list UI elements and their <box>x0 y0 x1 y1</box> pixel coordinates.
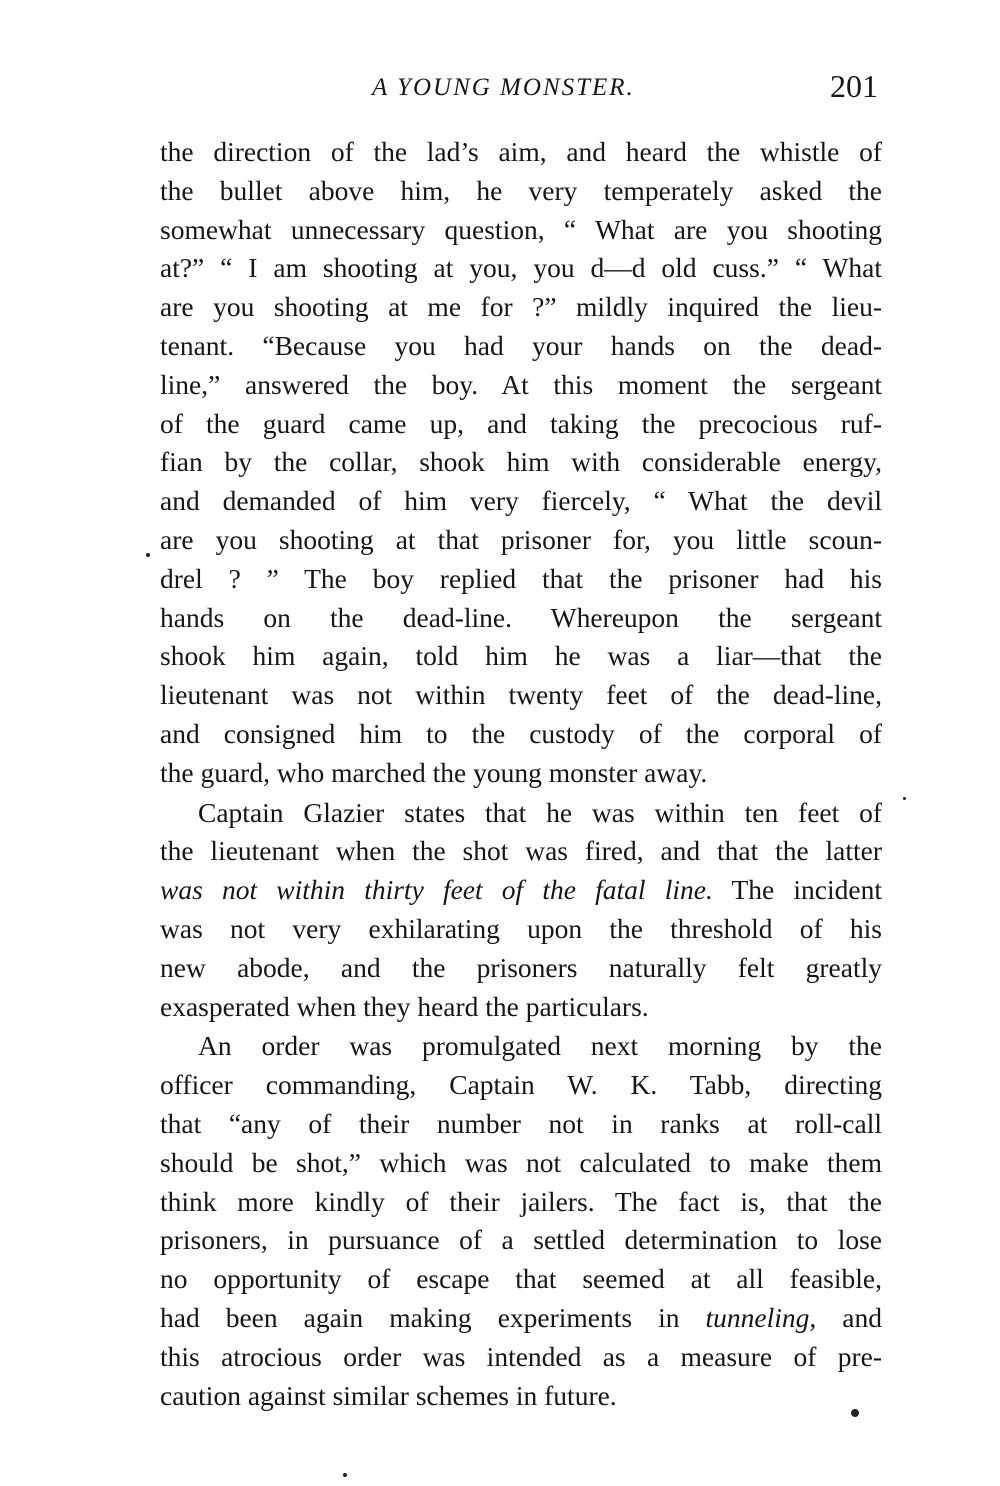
paragraph <box>160 794 882 1027</box>
text-line: Captain Glazier states that he was within ten feet of <box>198 796 882 828</box>
text-line: hands on the dead-line. Whereupon the sergeant <box>160 601 882 633</box>
text-line: lieutenant was not within twenty feet of the dead-line, <box>160 679 882 711</box>
text-line: tenant. “Because you had your hands on the dead- <box>160 329 882 361</box>
page-number: 201 <box>830 68 878 104</box>
text-line: are you shooting at me for ?” mildly inquired the lieu- <box>160 291 882 323</box>
page-header <box>160 68 882 116</box>
ink-speck <box>343 1473 347 1477</box>
text-line: should be shot,” which was not calculated to make them <box>160 1146 882 1178</box>
paragraph <box>160 133 882 793</box>
text-line: of the guard came up, and taking the precocious ruf- <box>160 407 882 439</box>
italic-emphasis: tunneling, <box>705 1301 817 1333</box>
text-line <box>160 871 882 910</box>
line-rest: and <box>816 1301 882 1333</box>
text-line: prisoners, in pursuance of a settled determination to lose <box>160 1224 882 1256</box>
ink-speck <box>146 553 150 557</box>
text-line: the guard, who marched the young monster away. <box>160 756 708 788</box>
text-line: and consigned him to the custody of the corporal of <box>160 717 882 749</box>
text-line: exasperated when they heard the particulars. <box>160 990 649 1022</box>
line-rest: The incident <box>712 874 882 906</box>
body-text <box>160 133 882 1415</box>
paragraph <box>160 1027 882 1415</box>
ink-speck <box>903 797 906 800</box>
text-line: fian by the collar, shook him with considerable energy, <box>160 446 882 478</box>
text-line: was not very exhilarating upon the threshold of his <box>160 912 882 944</box>
ink-speck <box>851 1409 859 1417</box>
text-line: new abode, and the prisoners naturally felt greatly <box>160 951 882 983</box>
text-line: that “any of their number not in ranks at roll-call <box>160 1107 882 1139</box>
text-line: drel ? ” The boy replied that the prisoner had his <box>160 562 882 594</box>
text-line: line,” answered the boy. At this moment the sergeant <box>160 368 882 400</box>
text-line: An order was promulgated next morning by the <box>198 1030 882 1062</box>
text-line: this atrocious order was intended as a measure of pre- <box>160 1340 882 1372</box>
line-start: had been again making experiments in <box>160 1301 706 1333</box>
text-line: at?” “ I am shooting at you, you d—d old cuss.” “ What <box>160 252 882 284</box>
text-line: the lieutenant when the shot was fired, and that the latter <box>160 835 882 867</box>
text-line: somewhat unnecessary question, “ What are you shooting <box>160 213 882 245</box>
text-line: and demanded of him very fiercely, “ What the devil <box>160 485 882 517</box>
running-head: A YOUNG MONSTER. <box>372 74 635 101</box>
text-line: shook him again, told him he was a liar—that the <box>160 640 882 672</box>
text-line: no opportunity of escape that seemed at all feasible, <box>160 1263 882 1295</box>
text-line: the bullet above him, he very temperately asked the <box>160 174 882 206</box>
text-line <box>160 1299 882 1338</box>
text-line: are you shooting at that prisoner for, you little scoun- <box>160 523 882 555</box>
italic-emphasis: was not within thirty feet of the fatal line. <box>160 874 713 906</box>
text-line: the direction of the lad’s aim, and heard the whistle of <box>160 136 882 167</box>
text-line: think more kindly of their jailers. The fact is, that the <box>160 1185 882 1217</box>
text-line: caution against similar schemes in future. <box>160 1379 617 1411</box>
text-line: officer commanding, Captain W. K. Tabb, directing <box>160 1069 882 1101</box>
